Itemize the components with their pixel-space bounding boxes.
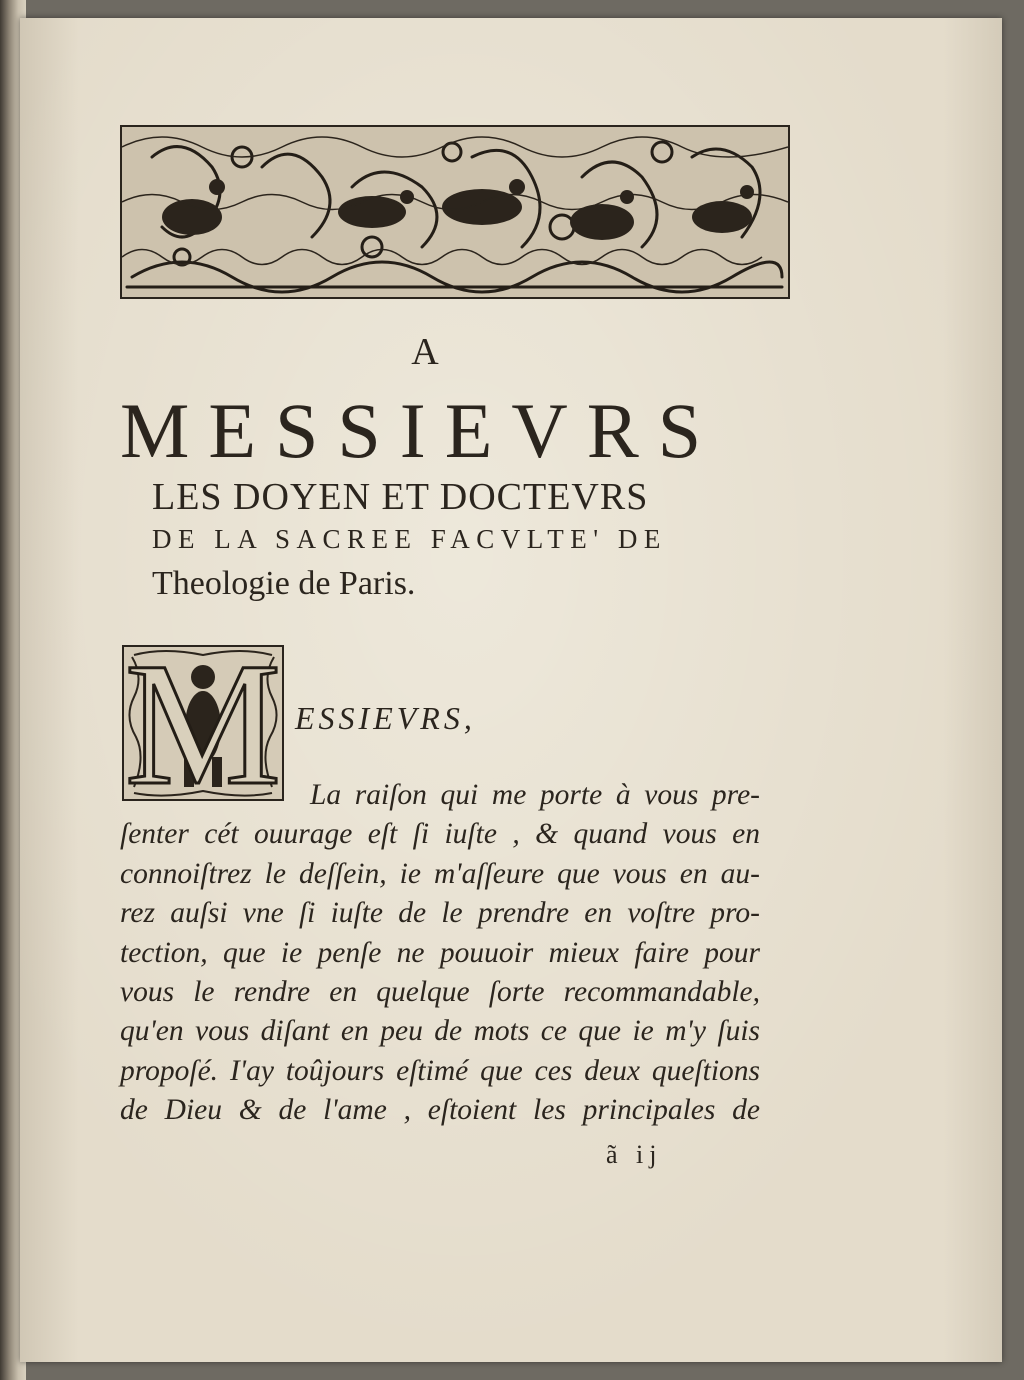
signature-mark: ã ij <box>606 1140 663 1169</box>
letter-line: tection, que ie penſe ne pouuoir mieux faire pour <box>120 936 760 969</box>
woodcut-headpiece-icon <box>120 125 790 299</box>
letter-line: ſenter cét ouurage eſt ſi iuſte , & quand vous en <box>120 818 760 851</box>
letter-body <box>120 776 760 1131</box>
dedication-a: A <box>411 331 443 373</box>
letter-line: rez auſsi vne ſi iuſte de le prendre en voſtre pro- <box>120 897 760 930</box>
letter-line: propoſé. I'ay toûjours eſtimé que ces deux queſtions <box>120 1054 760 1087</box>
initial-letter: M <box>124 645 282 801</box>
letter-line: connoiſtrez le deſſein, ie m'aſſeure que vous en au- <box>120 857 760 890</box>
book-page <box>20 18 1002 1362</box>
letter-line: vous le rendre en quelque ſorte recommandable, <box>120 976 760 1009</box>
dedication-messieurs: MESSIEVRS <box>120 387 721 474</box>
dedication-sacree-faculte: DE LA SACREE FACVLTE' DE <box>152 524 667 554</box>
dedication-doyen-docteurs: LES DOYEN ET DOCTEVRS <box>152 476 649 518</box>
salutation: ESSIEVRS, <box>295 700 476 736</box>
letter-line: qu'en vous diſant en peu de mots ce que ie m'y ſuis <box>120 1015 760 1048</box>
letter-line: La raiſon qui me porte à vous pre- <box>310 779 760 811</box>
letter-line: de Dieu & de l'ame , eſtoient les principales de <box>120 1094 760 1127</box>
dedication-theologie: Theologie de Paris. <box>152 565 416 602</box>
